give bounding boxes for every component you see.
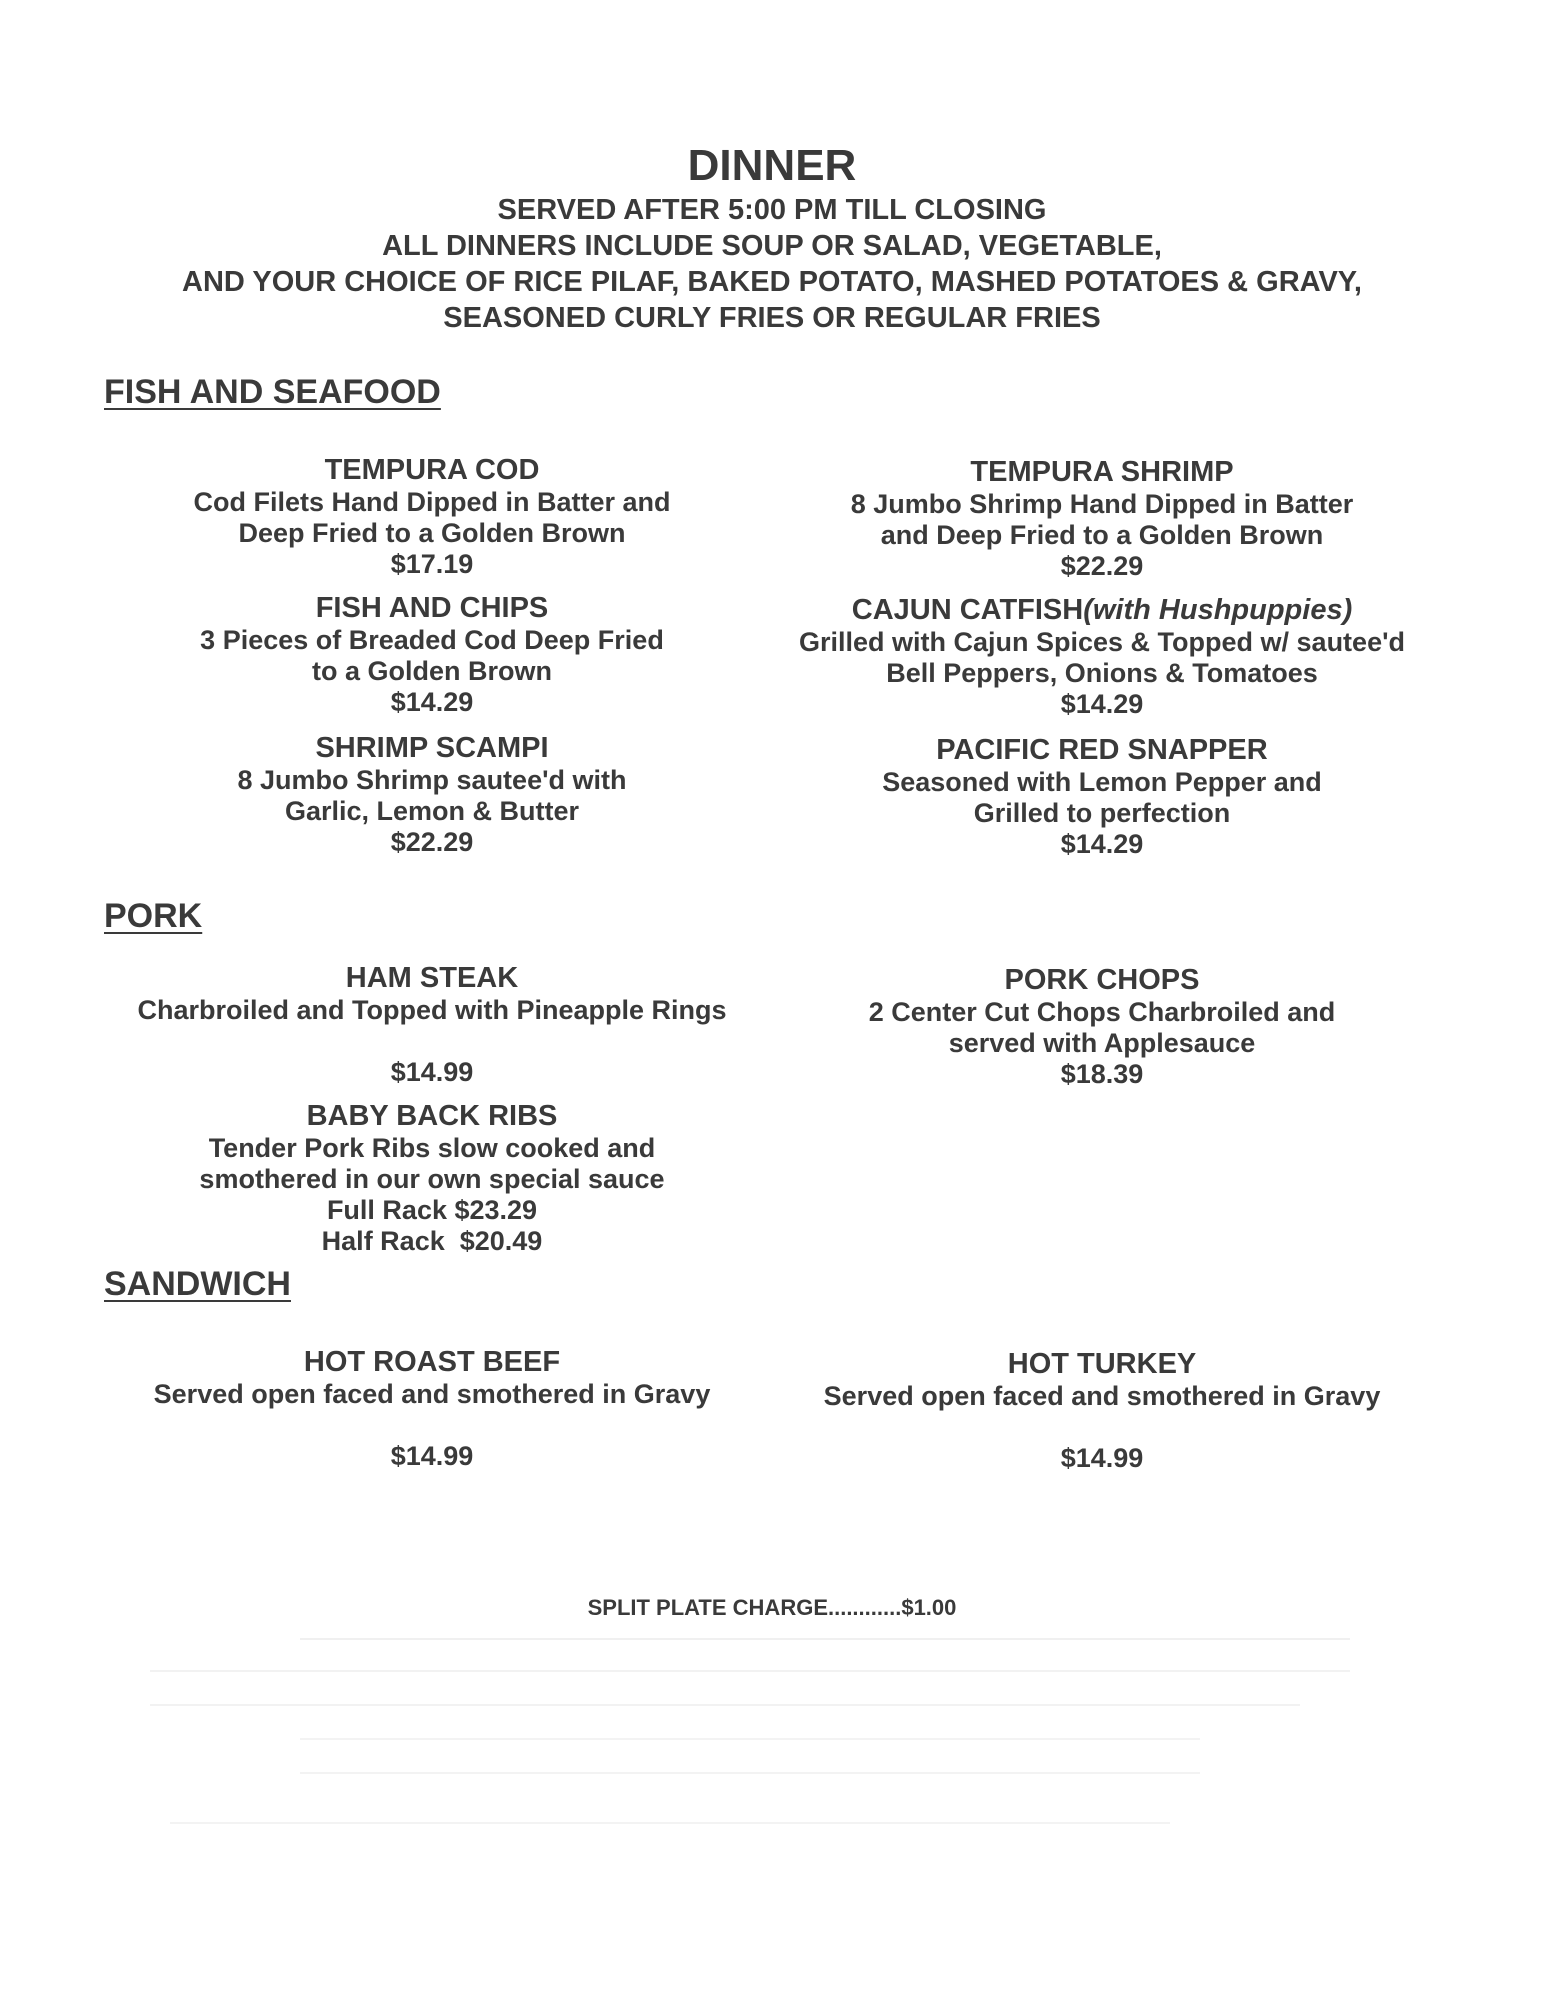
split-plate-charge: SPLIT PLATE CHARGE............$1.00 [587,1595,957,1620]
item-description: served with Applesauce [948,1028,1256,1058]
item-description: 2 Center Cut Chops Charbroiled and [868,997,1336,1027]
bleed-through-line [300,1638,1350,1640]
section-heading-pork: PORK [104,897,203,935]
item-name: BABY BACK RIBS [306,1100,558,1132]
item-name: HOT TURKEY [1007,1348,1197,1380]
item-price-full-rack: Full Rack $23.29 [326,1195,538,1225]
item-price: $17.19 [390,549,474,579]
menu-item-fish-and-chips [72,592,792,718]
menu-item-hot-turkey [742,1348,1462,1474]
item-price: $22.29 [390,827,474,857]
item-name: TEMPURA COD [324,454,540,486]
item-price: $14.99 [390,1441,474,1471]
menu-item-tempura-cod [72,454,792,580]
item-name [742,594,1462,627]
item-price: $14.29 [390,687,474,717]
item-price: $22.29 [1060,551,1144,581]
menu-item-cajun-catfish [742,594,1462,720]
bleed-through-line [300,1772,1200,1774]
dinner-includes-line: ALL DINNERS INCLUDE SOUP OR SALAD, VEGETABLE, [382,230,1162,262]
menu-item-pacific-red-snapper [742,734,1462,860]
item-description: and Deep Fried to a Golden Brown [880,520,1324,550]
item-price: $14.99 [1060,1443,1144,1473]
section-heading-fish-and-seafood: FISH AND SEAFOOD [104,373,441,411]
bleed-through-line [170,1822,1170,1824]
item-name: PORK CHOPS [1004,964,1200,996]
item-description: 8 Jumbo Shrimp sautee'd with [237,765,627,795]
item-description: Tender Pork Ribs slow cooked and [208,1133,656,1163]
item-description: smothered in our own special sauce [199,1164,665,1194]
item-price: $14.29 [1060,829,1144,859]
section-heading-sandwich: SANDWICH [104,1265,291,1303]
item-price: $18.39 [1060,1059,1144,1089]
item-name: TEMPURA SHRIMP [970,456,1234,488]
item-description: Charbroiled and Topped with Pineapple Rings [137,995,727,1025]
fries-choices-line: SEASONED CURLY FRIES OR REGULAR FRIES [443,302,1101,334]
side-choices-line: AND YOUR CHOICE OF RICE PILAF, BAKED POTATO, MASHED POTATOES & GRAVY, [182,266,1362,298]
serving-hours: SERVED AFTER 5:00 PM TILL CLOSING [497,194,1047,226]
bleed-through-line [150,1670,1350,1672]
item-description: Grilled with Cajun Spices & Topped w/ sautee'd [798,627,1405,657]
item-name: HOT ROAST BEEF [303,1346,561,1378]
item-description: Grilled to perfection [973,798,1231,828]
item-description: Seasoned with Lemon Pepper and [882,767,1322,797]
item-description: Cod Filets Hand Dipped in Batter and [193,487,671,517]
item-name: PACIFIC RED SNAPPER [936,734,1268,766]
bleed-through-line [300,1738,1200,1740]
item-description: to a Golden Brown [312,656,552,686]
item-name: SHRIMP SCAMPI [315,732,549,764]
item-description: Served open faced and smothered in Gravy [153,1379,711,1409]
item-name-main: CAJUN CATFISH [851,594,1084,626]
item-name: HAM STEAK [345,962,519,994]
menu-item-pork-chops [742,964,1462,1090]
menu-item-shrimp-scampi [72,732,792,858]
item-price: $14.99 [390,1057,474,1087]
menu-item-hot-roast-beef [72,1346,792,1472]
menu-item-ham-steak [72,962,792,1088]
item-price-half-rack: Half Rack $20.49 [321,1226,543,1256]
page-title: DINNER [687,141,857,190]
item-description: Garlic, Lemon & Butter [284,796,580,826]
item-description: Deep Fried to a Golden Brown [238,518,626,548]
item-description: 3 Pieces of Breaded Cod Deep Fried [200,625,664,655]
menu-item-baby-back-ribs [72,1100,792,1257]
menu-item-tempura-shrimp [742,456,1462,582]
item-name: FISH AND CHIPS [315,592,549,624]
item-name-note: (with Hushpuppies) [1083,594,1353,626]
bleed-through-line [150,1704,1300,1706]
item-description: Bell Peppers, Onions & Tomatoes [886,658,1318,688]
item-description: Served open faced and smothered in Gravy [823,1381,1381,1411]
item-price: $14.29 [1060,689,1144,719]
item-description: 8 Jumbo Shrimp Hand Dipped in Batter [850,489,1354,519]
